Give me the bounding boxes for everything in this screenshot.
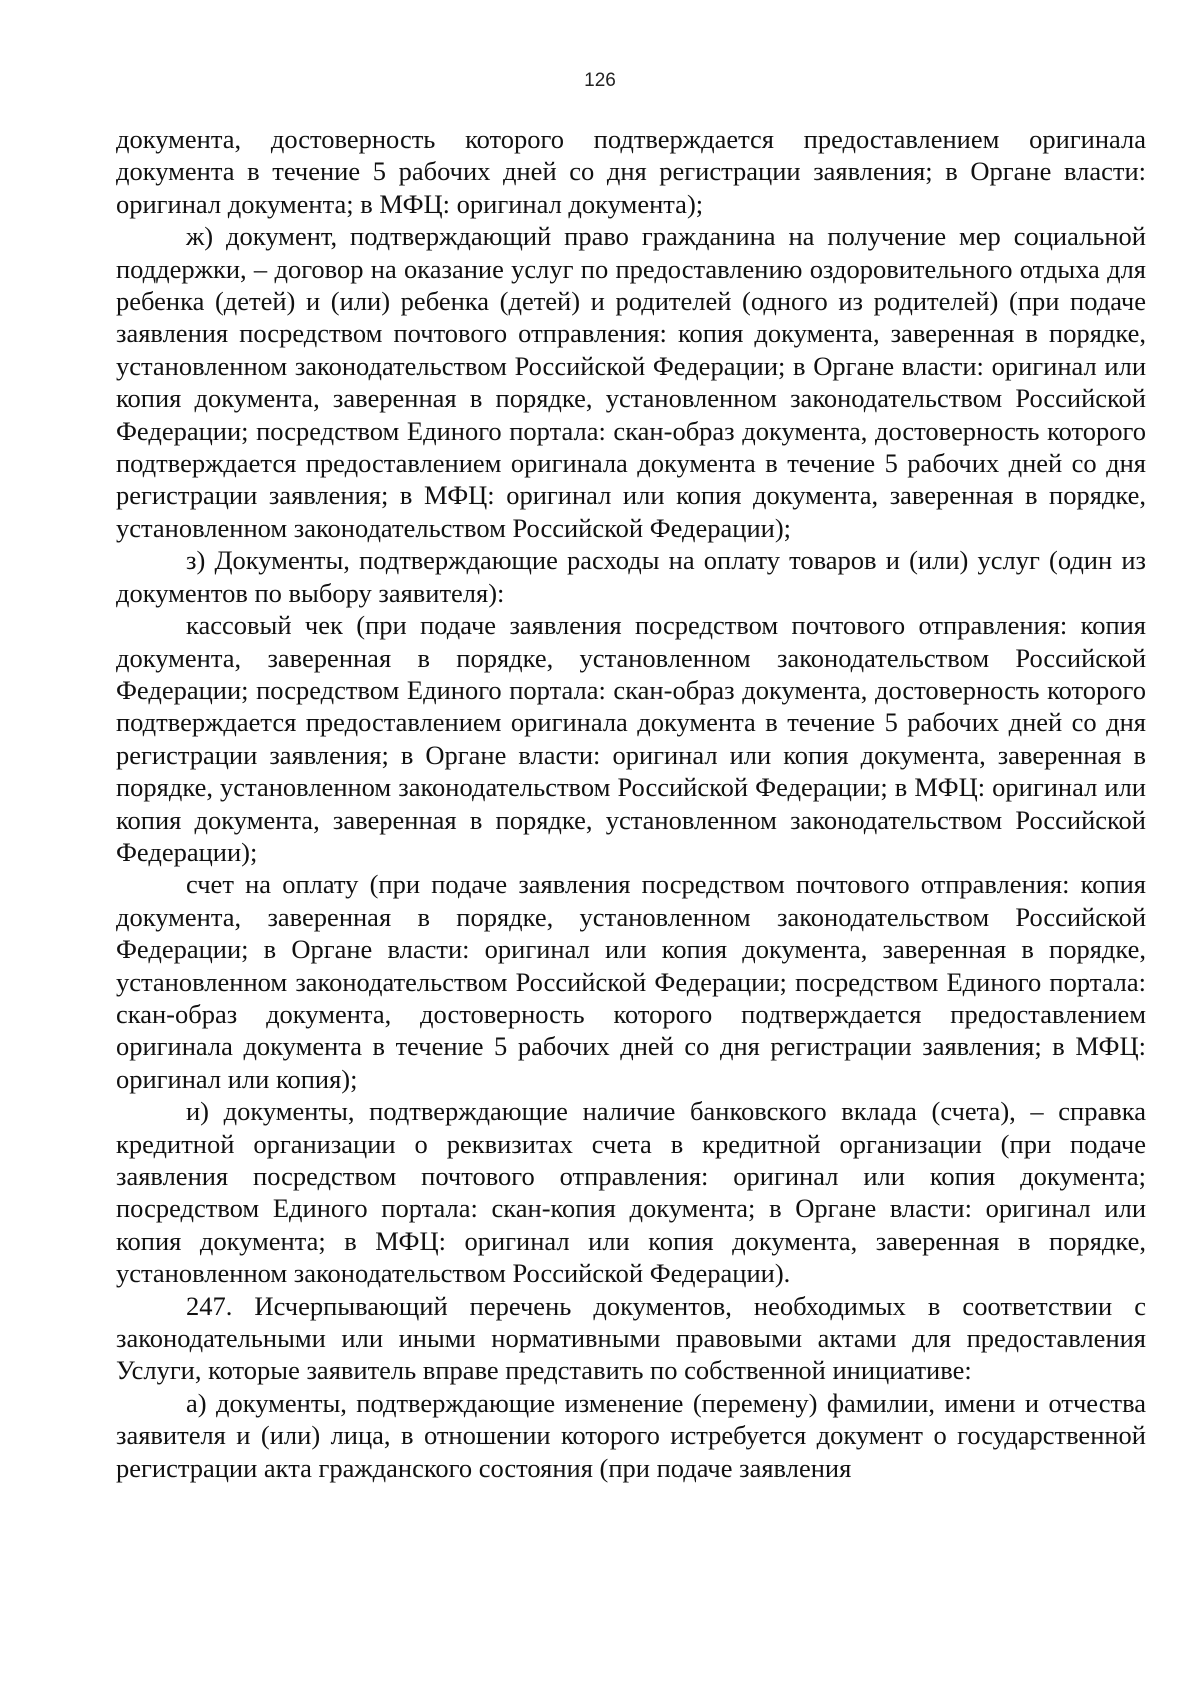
paragraph-cash-receipt: кассовый чек (при подаче заявления посредством почтового отправления: копия документа, заверенная в порядке, установленном законодательством Российской Федерации; посредством Единого портала: скан-образ документа, достоверность которого подтверждается предоставлением оригинала документа в течение 5 рабочих дней со дня регистрации заявления; в Органе власти: оригинал или копия документа, заверенная в порядке, установленном законодательством Российской Федерации; в МФЦ: оригинал или копия документа, заверенная в порядке, установленном законодательством Российской Федерации);: [116, 610, 1146, 867]
paragraph-section-247: 247. Исчерпывающий перечень документов, необходимых в соответствии с законодательными или иными нормативными правовыми актами для предоставления Услуги, которые заявитель вправе представить по собственной инициативе:: [116, 1290, 1146, 1386]
paragraph-item-a: а) документы, подтверждающие изменение (перемену) фамилии, имени и отчества заявителя и (или) лица, в отношении которого истребуется документ о государственной регистрации акта гражданского состояния (при подаче заявления: [116, 1387, 1146, 1483]
paragraph-item-i: и) документы, подтверждающие наличие банковского вклада (счета), – справка кредитной организации о реквизитах счета в кредитной организации (при подаче заявления посредством почтового отправления: оригинал или копия документа; посредством Единого портала: скан-копия документа; в Органе власти: оригинал или копия документа; в МФЦ: оригинал или копия документа, заверенная в порядке, установленном законодательством Российской Федерации).: [116, 1096, 1146, 1289]
paragraph-invoice: счет на оплату (при подаче заявления посредством почтового отправления: копия документа, заверенная в порядке, установленном законодательством Российской Федерации; в Органе власти: оригинал или копия документа, заверенная в порядке, установленном законодательством Российской Федерации; посредством Единого портала: скан-образ документа, достоверность которого подтверждается предоставлением оригинала документа в течение 5 рабочих дней со дня регистрации заявления; в МФЦ: оригинал или копия);: [116, 869, 1146, 1094]
page-number: 126: [584, 70, 616, 91]
paragraph-item-z: з) Документы, подтверждающие расходы на оплату товаров и (или) услуг (один из документов по выбору заявителя):: [116, 545, 1146, 608]
paragraph-item-zh: ж) документ, подтверждающий право гражданина на получение мер социальной поддержки, – договор на оказание услуг по предоставлению оздоровительного отдыха для ребенка (детей) и (или) ребенка (детей) и родителей (одного из родителей) (при подаче заявления посредством почтового отправления: копия документа, заверенная в порядке, установленном законодательством Российской Федерации; в Органе власти: оригинал или копия документа, заверенная в порядке, установленном законодательством Российской Федерации; посредством Единого портала: скан-образ документа, достоверность которого подтверждается предоставлением оригинала документа в течение 5 рабочих дней со дня регистрации заявления; в МФЦ: оригинал или копия документа, заверенная в порядке, установленном законодательством Российской Федерации);: [116, 221, 1146, 543]
paragraph-continuation: документа, достоверность которого подтверждается предоставлением оригинала документа в течение 5 рабочих дней со дня регистрации заявления; в Органе власти: оригинал документа; в МФЦ: оригинал документа);: [116, 124, 1146, 219]
document-body: [116, 123, 1146, 1484]
